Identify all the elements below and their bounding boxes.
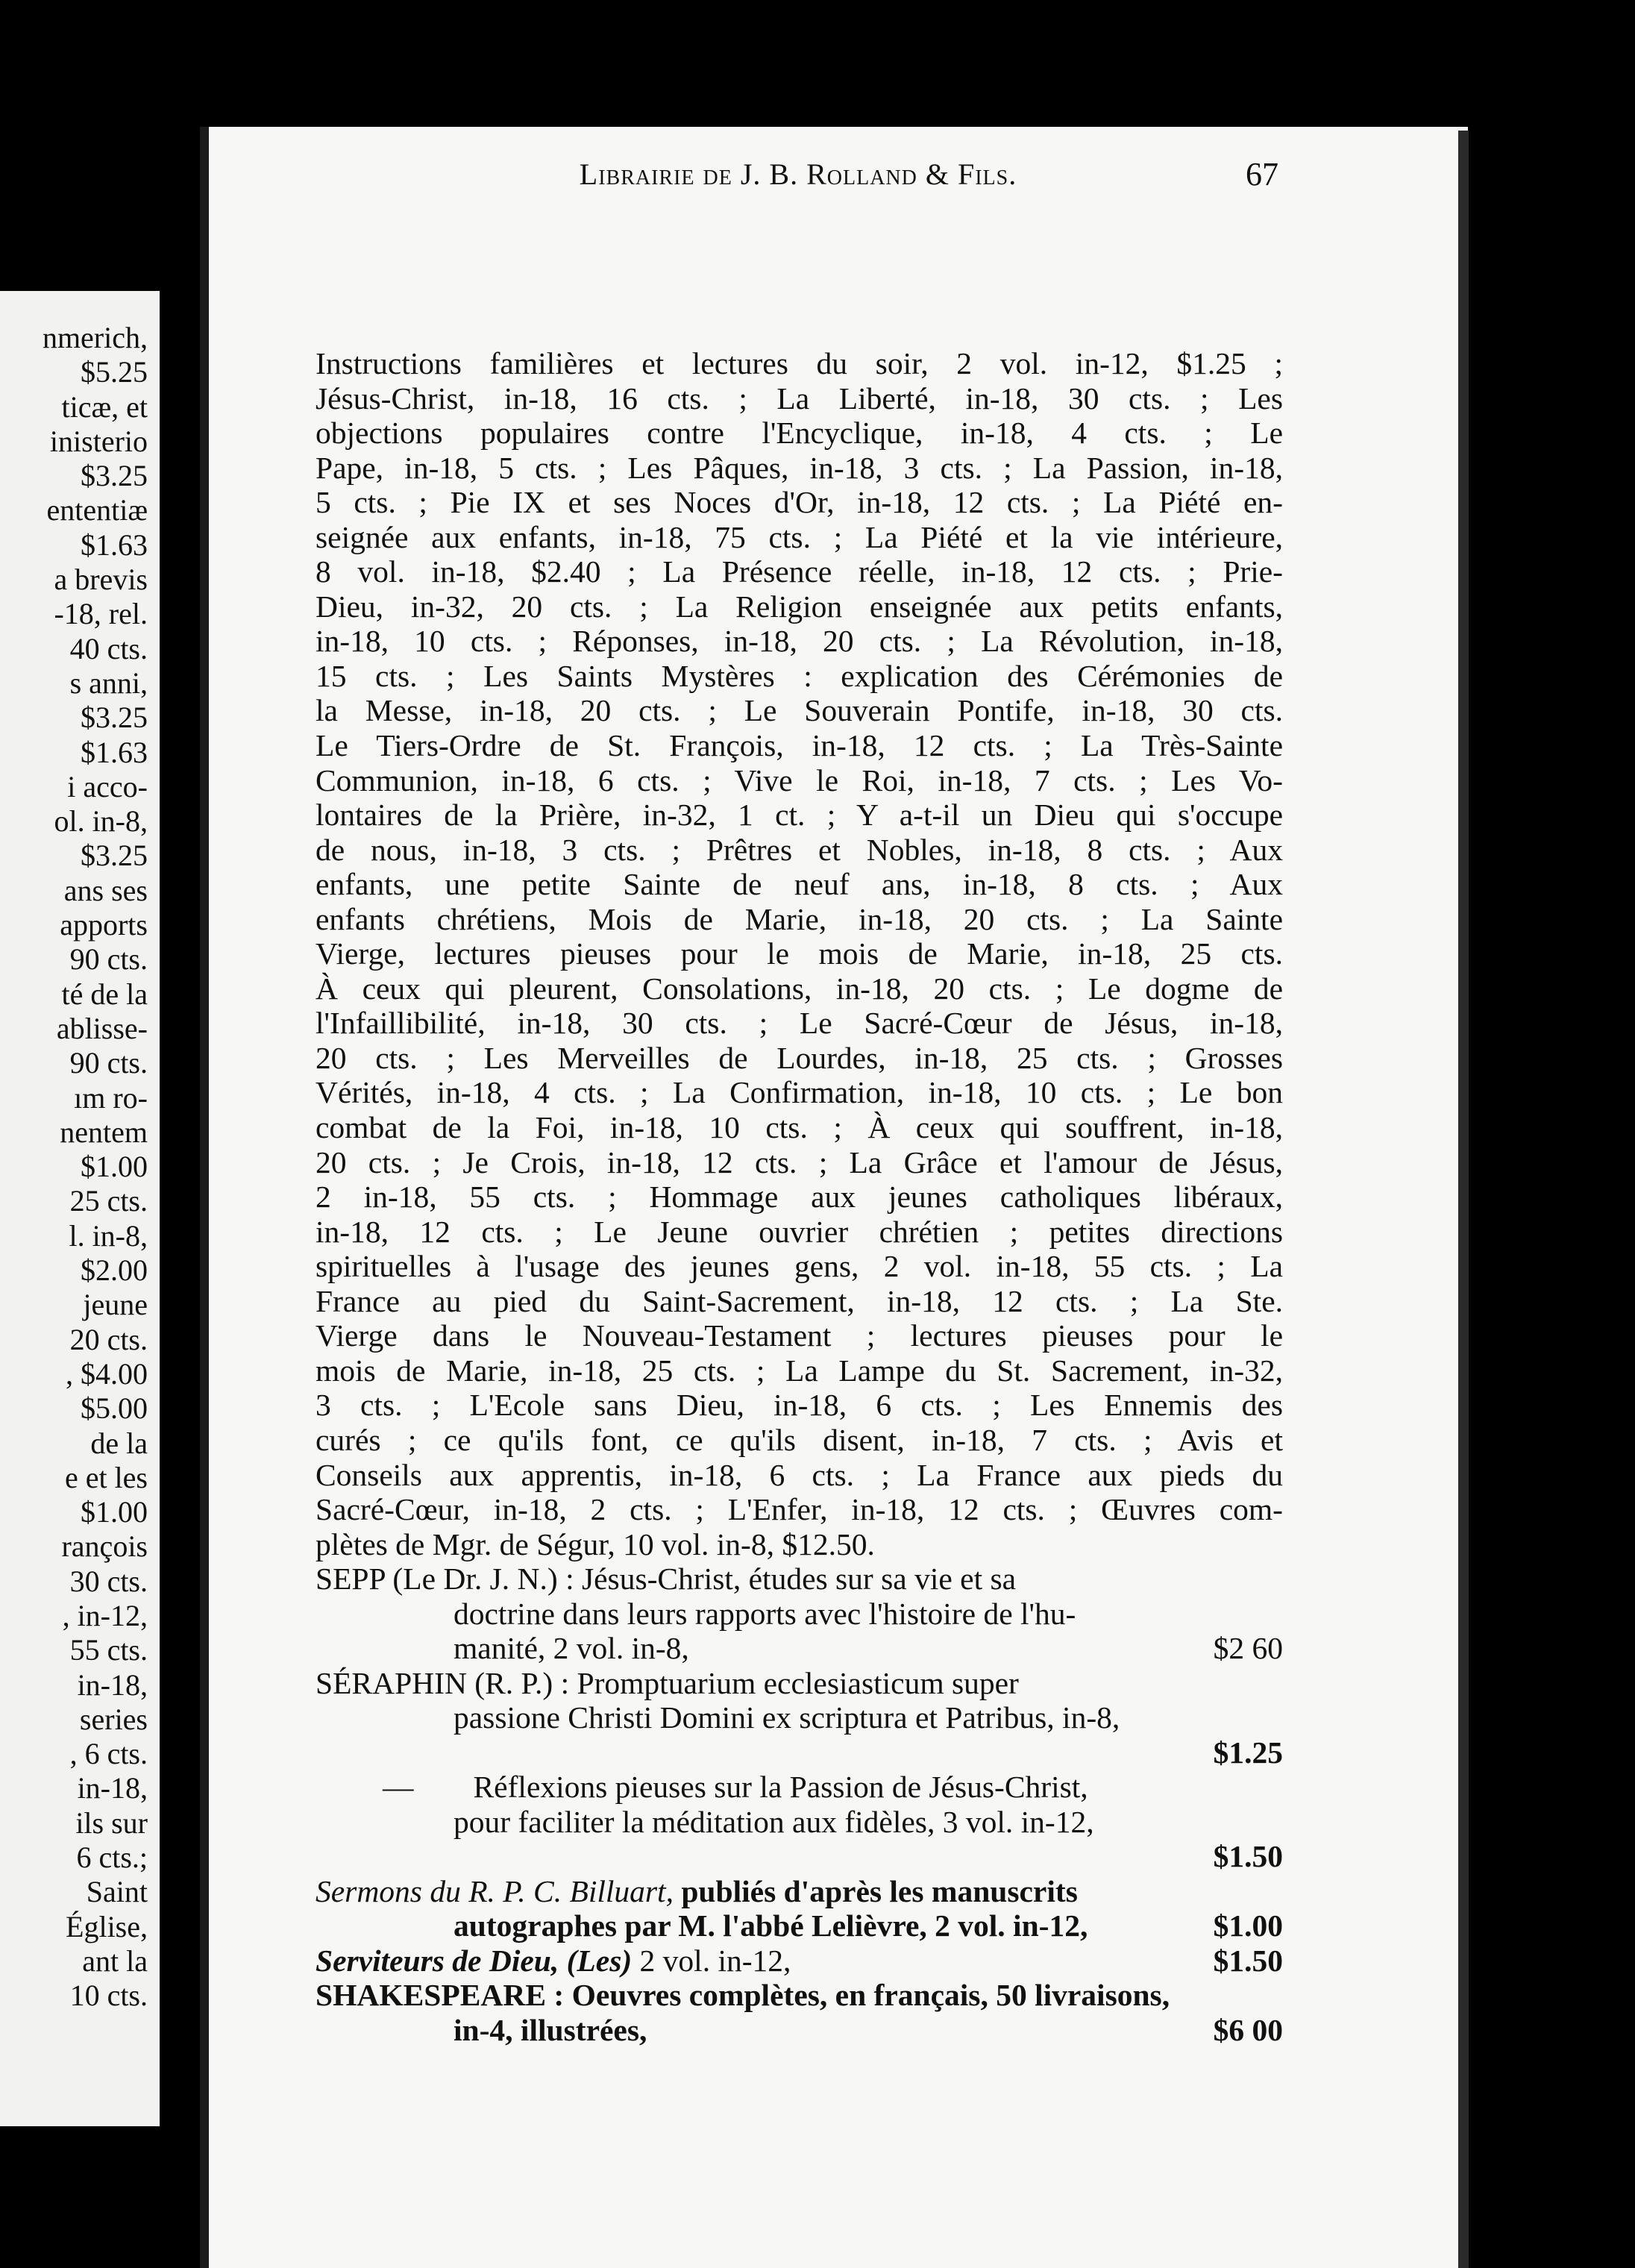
previous-page-line: apports — [60, 908, 148, 942]
body-line: enfants, une petite Sainte de neuf ans, in-18, 8 cts. ; Aux — [316, 867, 1283, 902]
body-line: combat de la Foi, in-18, 10 cts. ; À ceux qui souffrent, in-18, — [316, 1110, 1283, 1145]
running-header — [313, 157, 1283, 198]
previous-page-line: $2.00 — [81, 1253, 148, 1288]
previous-page-line: , in-12, — [62, 1598, 148, 1632]
previous-page-line: $3.25 — [81, 459, 148, 493]
previous-page-line: $1.63 — [81, 735, 148, 769]
body-line: curés ; ce qu'ils font, ce qu'ils disent, in-18, 7 cts. ; Avis et — [316, 1422, 1283, 1457]
body-line: Pape, in-18, 5 cts. ; Les Pâques, in-18, 3 cts. ; La Passion, in-18, — [316, 450, 1283, 485]
entry-line — [316, 1839, 1283, 1874]
previous-page-line: té de la — [61, 977, 148, 1011]
previous-page-fragment — [0, 291, 160, 2126]
body-line: lontaires de la Prière, in-32, 1 ct. ; Y a-t-il un Dieu qui s'occupe — [316, 798, 1283, 833]
body-line: Le Tiers-Ordre de St. François, in-18, 12 cts. ; La Très-Sainte — [316, 728, 1283, 763]
previous-page-line: in-18, — [77, 1667, 148, 1702]
previous-page-line: $3.25 — [81, 839, 148, 873]
previous-page-line: ım ro- — [74, 1080, 148, 1115]
entry-line: — Réflexions pieuses sur la Passion de Jésus-Christ, — [383, 1770, 1088, 1804]
previous-page-line: l. in-8, — [69, 1218, 148, 1253]
previous-page-line: i acco- — [67, 769, 148, 803]
body-line: in-18, 10 cts. ; Réponses, in-18, 20 cts. ; La Révolution, in-18, — [316, 624, 1283, 659]
body-line: de nous, in-18, 3 cts. ; Prêtres et Nobles, in-18, 8 cts. ; Aux — [316, 832, 1283, 867]
entry-seraphin — [316, 1666, 1283, 1770]
body-line: Vierge dans le Nouveau-Testament ; lectures pieuses pour le — [316, 1318, 1283, 1353]
previous-page-line: 90 cts. — [69, 1046, 148, 1080]
previous-page-line: 20 cts. — [69, 1322, 148, 1356]
entry-reflexions — [316, 1770, 1283, 1874]
body-line: 3 cts. ; L'Ecole sans Dieu, in-18, 6 cts. ; Les Ennemis des — [316, 1388, 1283, 1423]
entry-serviteurs — [316, 1943, 1283, 1979]
entry-price: $2 60 — [1213, 1631, 1283, 1665]
entry-line: autographes par M. l'abbé Lelièvre, 2 vol. in-12, $1.00 — [454, 1908, 1283, 1943]
body-line: spirituelles à l'usage des jeunes gens, 2 vol. in-18, 55 cts. ; La — [316, 1249, 1283, 1284]
previous-page-line: 10 cts. — [69, 1979, 148, 2013]
page-edge — [1458, 131, 1469, 2268]
body-line: Vierge, lectures pieuses pour le mois de Marie, in-18, 25 cts. — [316, 936, 1283, 971]
previous-page-line: $1.00 — [81, 1495, 148, 1529]
previous-page-line: $1.00 — [81, 1150, 148, 1184]
previous-page-line: 40 cts. — [69, 631, 148, 665]
entry-line: manité, 2 vol. in-8, $2 60 — [454, 1631, 1283, 1665]
previous-page-line: ablisse- — [56, 1011, 148, 1045]
entry-line: in-4, illustrées, $6 00 — [454, 2012, 1283, 2047]
previous-page-line: Église, — [66, 1909, 148, 1943]
previous-page-line: -18, rel. — [54, 597, 148, 631]
body-line: France au pied du Saint-Sacrement, in-18, 12 cts. ; La Ste. — [316, 1283, 1283, 1318]
page-gutter — [160, 134, 197, 2268]
body-line: À ceux qui pleurent, Consolations, in-18, 20 cts. ; Le dogme de — [316, 971, 1283, 1006]
entry-price: $1.50 — [1213, 1943, 1283, 1978]
entry-line: SÉRAPHIN (R. P.) : Promptuarium ecclesiasticum super — [316, 1665, 1019, 1700]
body-line: 8 vol. in-18, $2.40 ; La Présence réelle, in-18, 12 cts. ; Prie- — [316, 554, 1283, 589]
previous-page-text — [43, 321, 148, 2014]
previous-page-line: ils sur — [75, 1805, 148, 1840]
previous-page-line: series — [79, 1702, 148, 1736]
previous-page-line: s anni, — [69, 665, 148, 700]
previous-page-line: , $4.00 — [66, 1356, 148, 1391]
body-line: Communion, in-18, 6 cts. ; Vive le Roi, in-18, 7 cts. ; Les Vo- — [316, 762, 1283, 798]
previous-page-line: $3.25 — [81, 701, 148, 735]
previous-page-line: a brevis — [54, 563, 148, 597]
body-line: 15 cts. ; Les Saints Mystères : explication des Cérémonies de — [316, 658, 1283, 693]
entry-line — [316, 1735, 1283, 1770]
catalog-body-paragraph — [316, 346, 1283, 1561]
body-line: plètes de Mgr. de Ségur, 10 vol. in-8, $12.50. — [316, 1526, 875, 1561]
previous-page-line: , 6 cts. — [69, 1737, 148, 1771]
entry-title: Sermons du R. P. C. Billuart, — [316, 1873, 674, 1908]
body-line: 20 cts. ; Je Crois, in-18, 12 cts. ; La Grâce et l'amour de Jésus, — [316, 1144, 1283, 1180]
previous-page-line: ant la — [82, 1943, 148, 1978]
previous-page-line: $1.63 — [81, 527, 148, 562]
entry-line: SEPP (Le Dr. J. N.) : Jésus-Christ, études sur sa vie et sa — [316, 1561, 1017, 1596]
entry-line: SHAKESPEARE : Oeuvres complètes, en français, 50 livraisons, — [316, 1978, 1170, 2012]
entry-sermons — [316, 1874, 1283, 1943]
entry-shakespeare — [316, 1978, 1283, 2047]
body-line: Jésus-Christ, in-18, 16 cts. ; La Liberté, in-18, 30 cts. ; Les — [316, 380, 1283, 416]
entry-price: $1.25 — [1213, 1735, 1283, 1770]
ditto-dash: — — [383, 1770, 414, 1804]
catalog-entries — [316, 1561, 1283, 2047]
page-number: 67 — [1246, 156, 1278, 192]
entry-title: Serviteurs de Dieu, (Les) — [316, 1943, 633, 1978]
previous-page-line: 30 cts. — [69, 1564, 148, 1598]
previous-page-line: ol. in-8, — [54, 804, 148, 839]
entry-line: Serviteurs de Dieu, (Les) 2 vol. in-12, $1.50 — [316, 1943, 1283, 1978]
previous-page-line: ans ses — [63, 873, 148, 907]
entry-line: doctrine dans leurs rapports avec l'histoire de l'hu- — [454, 1596, 1076, 1631]
entry-line: Sermons du R. P. C. Billuart, publiés d'après les manuscrits — [316, 1873, 1078, 1908]
body-line: 5 cts. ; Pie IX et ses Noces d'Or, in-18, 12 cts. ; La Piété en- — [316, 485, 1283, 520]
body-line: Conseils aux apprentis, in-18, 6 cts. ; La France aux pieds du — [316, 1457, 1283, 1492]
previous-page-line: nmerich, — [42, 321, 148, 354]
previous-page-line: $5.25 — [81, 355, 148, 389]
body-line: 2 in-18, 55 cts. ; Hommage aux jeunes catholiques libéraux, — [316, 1180, 1283, 1215]
entry-price: $1.00 — [1213, 1908, 1283, 1943]
previous-page-line: 90 cts. — [69, 942, 148, 977]
previous-page-line: ententiæ — [46, 493, 148, 527]
entry-line: pour faciliter la méditation aux fidèles, 3 vol. in-12, — [454, 1804, 1094, 1839]
entry-price: $6 00 — [1213, 2012, 1283, 2047]
entry-sepp — [316, 1561, 1283, 1666]
body-line: objections populaires contre l'Encyclique, in-18, 4 cts. ; Le — [316, 416, 1283, 451]
body-line: Instructions familières et lectures du soir, 2 vol. in-12, $1.25 ; — [316, 346, 1283, 380]
previous-page-line: $5.00 — [81, 1391, 148, 1426]
header-title: Librairie de J. B. Rolland & Fils. — [579, 157, 1017, 191]
body-line: mois de Marie, in-18, 25 cts. ; La Lampe du St. Sacrement, in-32, — [316, 1353, 1283, 1388]
previous-page-line: jeune — [83, 1288, 148, 1322]
body-line: 20 cts. ; Les Merveilles de Lourdes, in-18, 25 cts. ; Grosses — [316, 1040, 1283, 1075]
body-line: in-18, 12 cts. ; Le Jeune ouvrier chrétien ; petites directions — [316, 1214, 1283, 1249]
body-line: l'Infaillibilité, in-18, 30 cts. ; Le Sacré-Cœur de Jésus, in-18, — [316, 1006, 1283, 1041]
previous-page-line: rançois — [61, 1529, 148, 1564]
body-line: la Messe, in-18, 20 cts. ; Le Souverain Pontife, in-18, 30 cts. — [316, 693, 1283, 728]
previous-page-line: e et les — [64, 1460, 148, 1494]
previous-page-line: ticæ, et — [61, 389, 148, 424]
body-line: enfants chrétiens, Mois de Marie, in-18, 20 cts. ; La Sainte — [316, 901, 1283, 936]
previous-page-line: de la — [90, 1426, 148, 1460]
entry-line: passione Christi Domini ex scriptura et Patribus, in-8, — [454, 1700, 1120, 1735]
entry-price: $1.50 — [1213, 1839, 1283, 1873]
previous-page-line: 55 cts. — [69, 1633, 148, 1667]
previous-page-line: in-18, — [77, 1771, 148, 1805]
body-line: seignée aux enfants, in-18, 75 cts. ; La Piété et la vie intérieure, — [316, 519, 1283, 554]
previous-page-line: 25 cts. — [69, 1184, 148, 1218]
previous-page-line: 6 cts.; — [76, 1841, 148, 1875]
body-line: Sacré-Cœur, in-18, 2 cts. ; L'Enfer, in-18, 12 cts. ; Œuvres com- — [316, 1492, 1283, 1527]
body-line: Dieu, in-32, 20 cts. ; La Religion enseignée aux petits enfants, — [316, 589, 1283, 624]
previous-page-line: nentem — [60, 1115, 148, 1149]
previous-page-line: Saint — [86, 1875, 148, 1909]
previous-page-line: inisterio — [49, 424, 148, 458]
body-line: Vérités, in-18, 4 cts. ; La Confirmation, in-18, 10 cts. ; Le bon — [316, 1075, 1283, 1110]
